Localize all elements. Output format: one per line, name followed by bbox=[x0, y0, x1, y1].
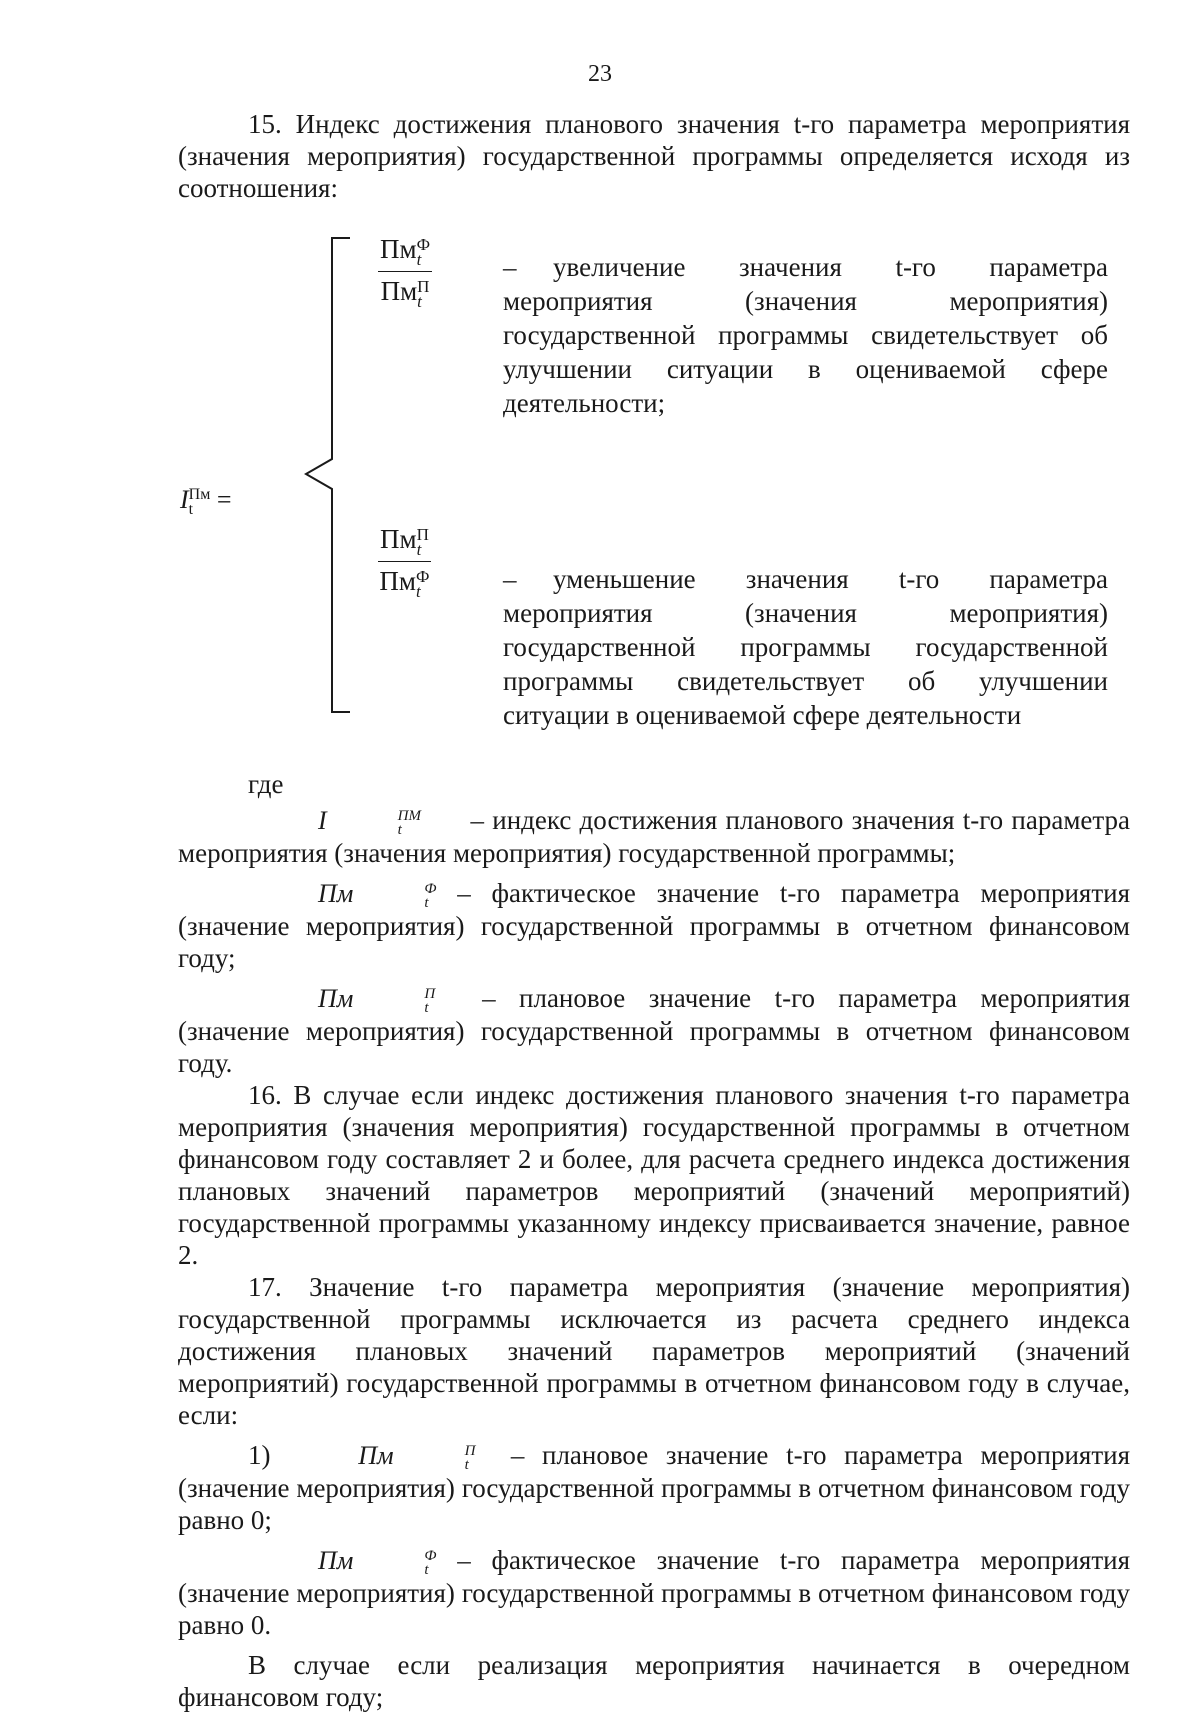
page-number: 23 bbox=[588, 61, 612, 87]
paragraph-15: 15. Индекс достижения планового значения t-го параметра мероприятия (значения мероприятия) государственной программы определяется исходя из соотношения: bbox=[178, 109, 1130, 203]
where-label: где bbox=[248, 769, 284, 799]
symbol-index: I ПМ t bbox=[318, 806, 421, 839]
item-2: Пм Ф t – фактическое значение t-го параметра мероприятия (значение мероприятия) государственной программы в отчетном финансовом году равно 0. bbox=[178, 1545, 1131, 1641]
condition-decrease: – уменьшение значения t-го параметра мероприятия (значения мероприятия) государственной программы государственной программы свидетельствует об улучшении ситуации в оцениваемой сфере деятельности bbox=[503, 564, 1108, 730]
condition-increase: – увеличение значения t-го параметра мероприятия (значения мероприятия) государственной программы свидетельствует об улучшении ситуации в оцениваемой сфере деятельности; bbox=[503, 252, 1108, 418]
symbol-fact: Пм Ф t bbox=[318, 879, 437, 912]
paragraph-16: 16. В случае если индекс достижения планового значения t-го параметра мероприятия (значения мероприятия) государственной программы в отчетном финансовом году составляет 2 и более, для расчета среднего индекса достижения плановых значений параметров мероприятий (значений мероприятий) государственной программы указанному индексу присваивается значение, равное 2. bbox=[178, 1080, 1130, 1271]
definition-index: I ПМ t – индекс достижения планового значения t-го параметра мероприятия (значения мероприятия) государственной программы; bbox=[178, 805, 1130, 869]
index-formula bbox=[178, 204, 1130, 764]
document-body bbox=[178, 108, 1130, 1713]
left-brace bbox=[298, 234, 358, 714]
definition-fact: Пм Ф t – фактическое значение t-го параметра мероприятия (значение мероприятия) государственной программы в отчетном финансовом году; bbox=[178, 878, 1131, 974]
symbol-plan: Пм П t bbox=[318, 984, 436, 1017]
item-1: 1) Пм П t – плановое значение t-го параметра мероприятия (значение мероприятия) государственной программы в отчетном финансовом году равно 0; bbox=[178, 1440, 1131, 1536]
symbol-fact-item: Пм Ф t bbox=[318, 1546, 437, 1579]
paragraph-17: 17. Значение t-го параметра мероприятия (значение мероприятия) государственной программы исключается из расчета среднего индекса достижения плановых значений параметров мероприятий (значений мероприятий) государственной программы в отчетном финансовом году в случае, если: bbox=[178, 1272, 1130, 1431]
formula-lhs: I Пм t = bbox=[180, 485, 232, 519]
fraction-plan-over-fact: Пм П t Пм Ф t bbox=[379, 524, 430, 601]
symbol-plan-item: Пм П t bbox=[358, 1441, 476, 1474]
paragraph-last: В случае если реализация мероприятия начинается в очередном финансовом году; bbox=[178, 1650, 1130, 1713]
fraction-fact-over-plan: Пм Ф t Пм П t bbox=[380, 234, 431, 311]
definition-plan: Пм П t – плановое значение t-го параметра мероприятия (значение мероприятия) государственной программы в отчетном финансовом году. bbox=[178, 983, 1131, 1079]
